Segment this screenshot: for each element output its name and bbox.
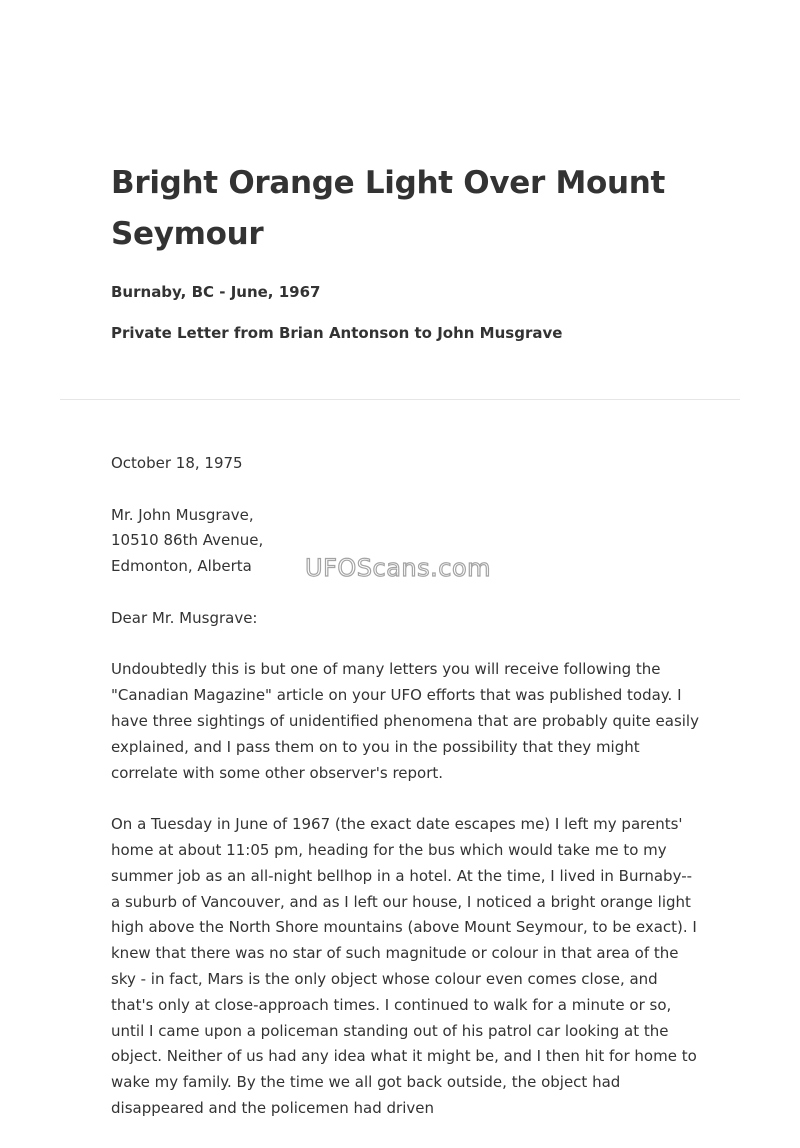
header-divider: [60, 399, 740, 400]
article-header: [111, 158, 711, 342]
watermark: UFOScans.com: [305, 554, 491, 582]
letter-date: October 18, 1975: [111, 454, 243, 472]
letter-paragraph: On a Tuesday in June of 1967 (the exact date escapes me) I left my parents' home at about 11:05 pm, heading for the bus which would take me to my summer job as an all-night bellhop in a hotel. At the time, I lived in Burnaby--a suburb of Vancouver, and as I left our house, I noticed a bright orange light high above the North Shore mountains (above Mount Seymour, to be exact). I knew that there was no star of such magnitude or colour in that area of the sky - in fact, Mars is the only object whose colour even comes close, and that's only at close-approach times. I continued to walk for a minute or so, until I came upon a policeman standing out of his patrol car looking at the object. Neither of us had any idea what it might be, and I then hit for home to wake my family. By the time we all got back outside, the object had disappeared and the policemen had driven: [111, 815, 697, 1117]
source-line: Private Letter from Brian Antonson to John Musgrave: [111, 324, 563, 342]
address-line: Edmonton, Alberta: [111, 557, 252, 576]
location-date: Burnaby, BC - June, 1967: [111, 283, 321, 301]
salutation: Dear Mr. Musgrave:: [111, 608, 258, 627]
address-line: Mr. John Musgrave,: [111, 505, 254, 524]
address-line: 10510 86th Avenue,: [111, 531, 264, 550]
page-title: Bright Orange Light Over Mount Seymour: [111, 165, 666, 252]
letter-paragraph: Undoubtedly this is but one of many letters you will receive following the "Canadian Magazine" article on your UFO efforts that was published today. I have three sightings of unidentified phenomena that are probably quite easily explained, and I pass them on to you in the possibility that they might correlate with some other observer's report.: [111, 660, 699, 782]
